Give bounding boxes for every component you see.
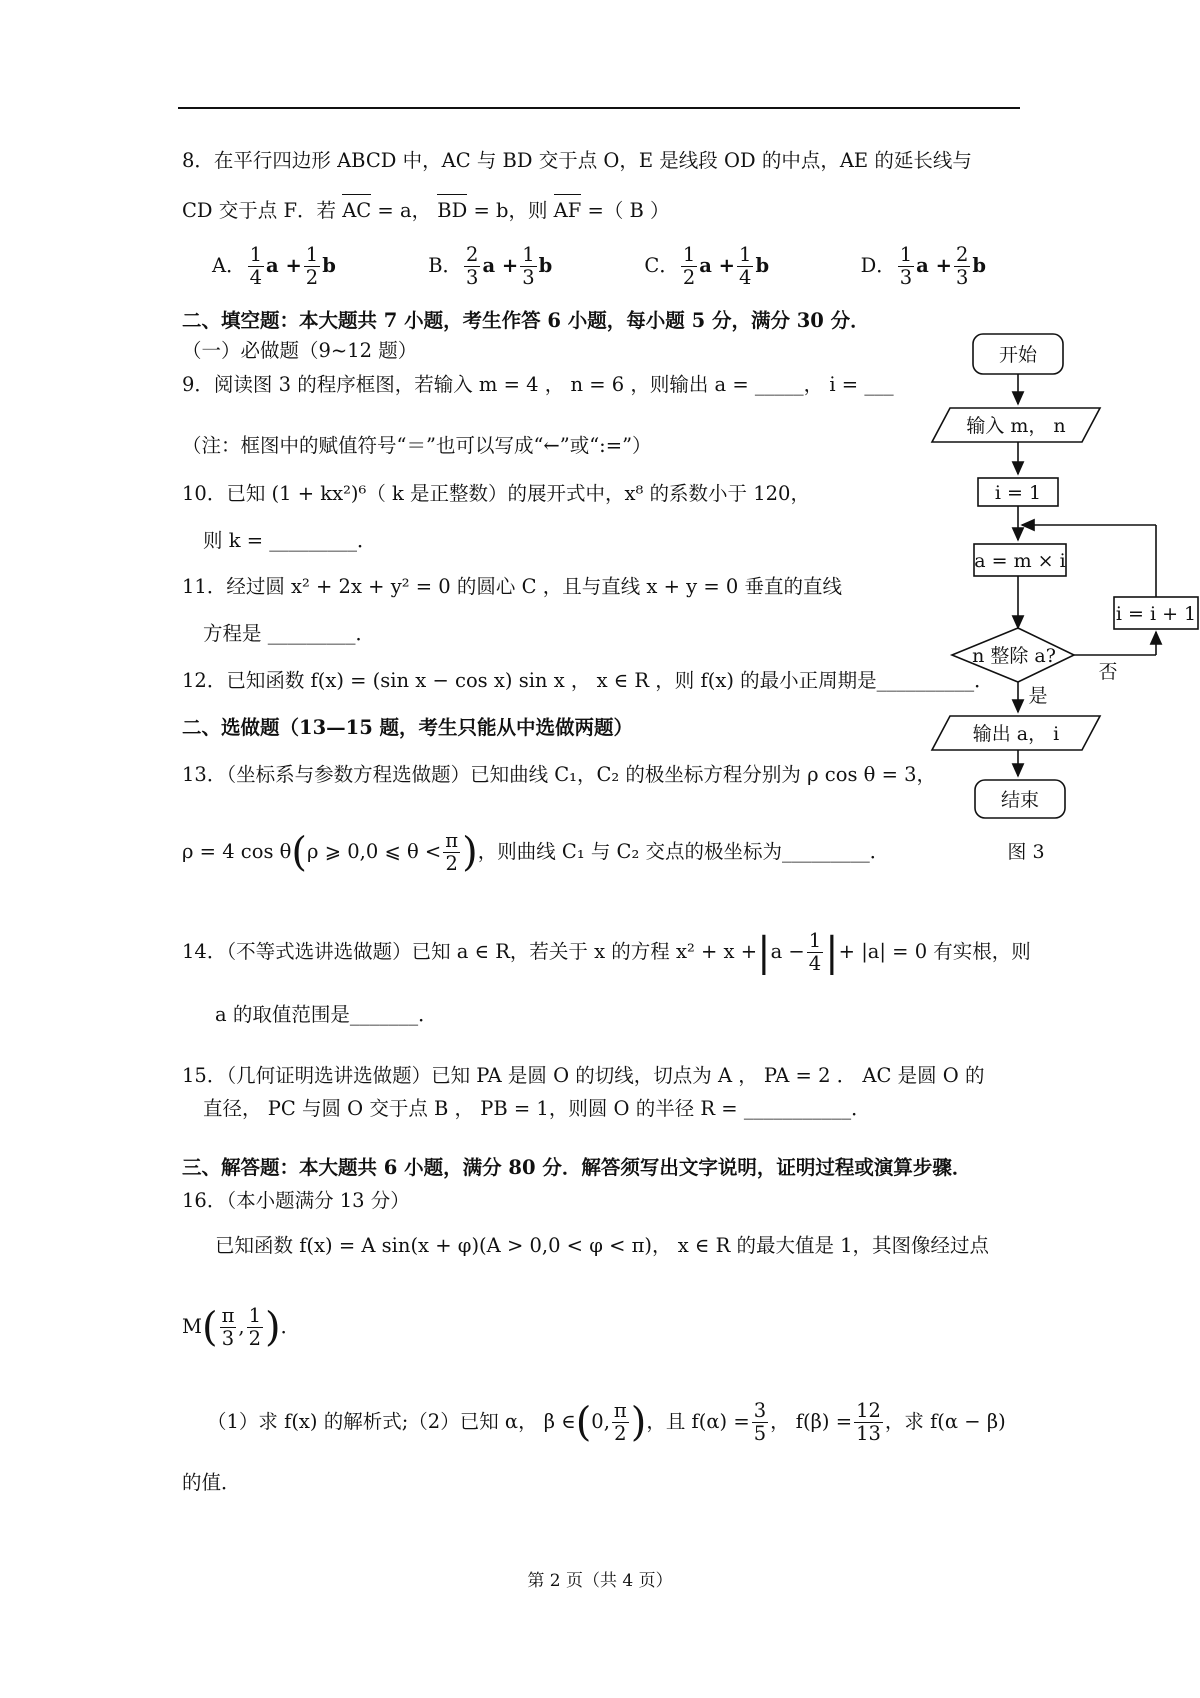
header-rule	[178, 107, 1020, 109]
q13-line2: ρ = 4 cos θ(ρ ⩾ 0,0 ⩽ θ < $\frac{\pi}{2}$ )，则曲线 C₁ 与 C₂ 交点的极坐标为_________．	[182, 829, 890, 876]
q16-point-m: M( $\frac{\pi}{3}$ , $\frac{1}{2}$ )．	[182, 1304, 301, 1351]
q9-note: （注：框图中的赋值符号“＝”也可以写成“←”或“:=”）	[182, 434, 652, 457]
q10-line2: 则 k = _________．	[203, 529, 377, 552]
q16-last: 的值．	[182, 1471, 241, 1494]
flow-assign-label: a = m × i	[974, 550, 1066, 572]
flow-end-label: 结束	[1000, 789, 1040, 811]
q8-answer: =（ B ）	[581, 199, 670, 222]
flow-caption: 图 3	[1007, 841, 1045, 863]
q16-parts: （1）求 f(x) 的解析式;（2）已知 α， β ∈(0, $\frac{\pi}{2}$ )，且 f(α) = $\frac{3}{5}$ ， f(β) = $\frac{12}{13}$ ，求 f(α − β)	[207, 1399, 1006, 1446]
q8-option-b: B． $\frac{2}{3}$ a + $\frac{1}{3}$ b	[428, 243, 553, 289]
flow-no-label: 否	[1098, 661, 1118, 683]
q8-line2: CD 交于点 F．若 AC = a， BD = b，则 AF =（ B ）	[182, 199, 670, 222]
q15-line2: 直径， PC 与圆 O 交于点 B ， PB = 1，则圆 O 的半径 R = ___________．	[203, 1097, 871, 1120]
q9: 9．阅读图 3 的程序框图，若输入 m = 4 ， n = 6 ，则输出 a = _____， i = ___	[182, 373, 894, 396]
vector-af: AF	[553, 199, 582, 222]
flow-yes-label: 是	[1028, 685, 1048, 707]
flow-start-label: 开始	[998, 344, 1038, 366]
flow-init-label: i = 1	[994, 482, 1042, 504]
section2b-title: 二、选做题（13—15 题，考生只能从中选做两题）	[182, 716, 634, 739]
q8-line1: 8．在平行四边形 ABCD 中，AC 与 BD 交于点 O，E 是线段 OD 的中点，AE 的延长线与	[182, 149, 972, 172]
q12: 12．已知函数 f(x) = (sin x − cos x) sin x ， x ∈ R ，则 f(x) 的最小正周期是__________．	[182, 669, 994, 692]
q14-line1: 14．（不等式选讲选做题）已知 a ∈ R，若关于 x 的方程 x² + x +|a − $\frac{1}{4}$ |+ |a| = 0 有实根，则	[182, 929, 1031, 976]
flow-input-label: 输入 m， n	[966, 415, 1066, 437]
vector-ac: AC	[342, 199, 372, 222]
q8-option-a: A． $\frac{1}{4}$ a + $\frac{1}{2}$ b	[212, 243, 336, 289]
q11-line2: 方程是 _________．	[203, 622, 375, 645]
flow-output-label: 输出 a， i	[972, 723, 1060, 745]
q11-line1: 11．经过圆 x² + 2x + y² = 0 的圆心 C ，且与直线 x + y = 0 垂直的直线	[182, 575, 842, 598]
q13-line1: 13．（坐标系与参数方程选做题）已知曲线 C₁，C₂ 的极坐标方程分别为 ρ cos θ = 3，	[182, 763, 937, 786]
q16-line1: 已知函数 f(x) = A sin(x + φ)(A > 0,0 < φ < π)， x ∈ R 的最大值是 1，其图像经过点	[215, 1234, 990, 1257]
section2-title: 二、填空题：本大题共 7 小题，考生作答 6 小题，每小题 5 分，满分 30 分．	[182, 309, 870, 332]
q8-options	[212, 244, 1061, 289]
flow-condition-label: n 整除 a?	[972, 645, 1056, 667]
section2-subtitle: （一）必做题（9~12 题）	[182, 339, 418, 362]
flowchart-figure-3	[930, 330, 1200, 870]
section3-title: 三、解答题：本大题共 6 小题，满分 80 分．解答须写出文字说明，证明过程或演算步骤．	[182, 1156, 972, 1179]
q14-line2: a 的取值范围是_______．	[215, 1003, 438, 1026]
q10-line1: 10．已知 (1 + kx²)⁶（ k 是正整数）的展开式中，x⁸ 的系数小于 120，	[182, 482, 810, 505]
flow-increment-label: i = i + 1	[1115, 603, 1197, 625]
q15-line1: 15．（几何证明选讲选做题）已知 PA 是圆 O 的切线，切点为 A ， PA = 2 ． AC 是圆 O 的	[182, 1064, 985, 1087]
q8-option-c: C． $\frac{1}{2}$ a + $\frac{1}{4}$ b	[644, 243, 770, 289]
vector-bd: BD	[437, 199, 468, 222]
page-footer: 第 2 页（共 4 页）	[527, 1571, 673, 1591]
q8-option-d: D． $\frac{1}{3}$ a + $\frac{2}{3}$ b	[860, 243, 986, 289]
q16-head: 16．（本小题满分 13 分）	[182, 1189, 410, 1212]
